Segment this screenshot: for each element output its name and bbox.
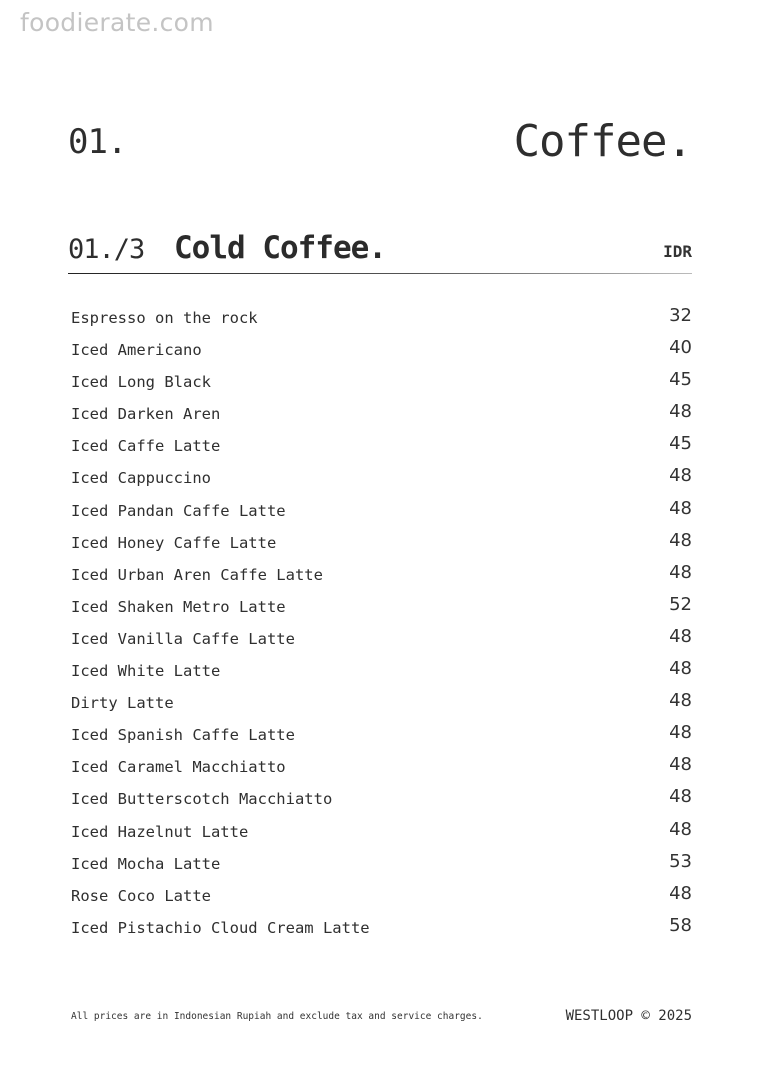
menu-item — [71, 562, 692, 594]
item-name: Iced Caramel Macchiatto — [71, 758, 286, 777]
menu-item — [71, 594, 692, 626]
item-price: 48 — [669, 658, 692, 680]
menu-item — [71, 530, 692, 562]
item-price: 32 — [669, 305, 692, 326]
item-price: 48 — [669, 818, 692, 840]
item-price: 48 — [669, 561, 692, 583]
item-price: 48 — [669, 882, 692, 904]
section-title: Coffee. — [513, 116, 692, 167]
price-footnote: All prices are in Indonesian Rupiah and exclude tax and service charges. — [71, 1011, 483, 1022]
menu-item — [71, 851, 692, 883]
item-name: Dirty Latte — [71, 694, 174, 713]
item-name: Espresso on the rock — [71, 309, 258, 327]
item-price: 48 — [669, 786, 692, 808]
item-price: 48 — [669, 754, 692, 776]
item-name: Iced Butterscotch Macchiatto — [71, 790, 333, 809]
item-name: Iced Americano — [71, 341, 202, 360]
subsection-number: 01./3 — [68, 234, 145, 265]
item-price: 48 — [669, 465, 692, 487]
menu-item — [71, 433, 692, 465]
item-name: Iced Honey Caffe Latte — [71, 533, 277, 552]
item-price: 45 — [669, 369, 692, 391]
item-price: 48 — [669, 690, 692, 712]
item-price: 53 — [669, 850, 692, 872]
item-price: 58 — [669, 914, 692, 936]
item-name: Iced Spanish Caffe Latte — [71, 726, 295, 745]
item-name: Iced Cappuccino — [71, 469, 211, 488]
item-price: 48 — [669, 401, 692, 423]
section-number: 01. — [68, 122, 127, 162]
menu-item — [71, 305, 692, 337]
item-name: Iced White Latte — [71, 662, 221, 681]
menu-item — [71, 883, 692, 915]
menu-item — [71, 690, 692, 722]
item-price: 48 — [669, 497, 692, 519]
menu-item — [71, 369, 692, 401]
item-name: Rose Coco Latte — [71, 886, 211, 905]
item-name: Iced Long Black — [71, 373, 211, 392]
item-name: Iced Shaken Metro Latte — [71, 597, 286, 616]
subsection-header — [68, 230, 692, 270]
item-price: 40 — [669, 337, 692, 359]
menu-item — [71, 722, 692, 754]
item-name: Iced Pistachio Cloud Cream Latte — [71, 918, 370, 937]
menu-item — [71, 465, 692, 497]
item-name: Iced Vanilla Caffe Latte — [71, 629, 295, 648]
watermark: foodierate.com — [20, 8, 214, 37]
menu-item — [71, 819, 692, 851]
brand-copyright: WESTLOOP © 2025 — [565, 1008, 692, 1024]
item-price: 48 — [669, 529, 692, 551]
menu-item — [71, 754, 692, 786]
menu-item — [71, 786, 692, 818]
header-divider — [68, 273, 692, 274]
item-price: 52 — [669, 593, 692, 615]
subsection-title: Cold Coffee. — [174, 230, 386, 266]
menu-item — [71, 658, 692, 690]
menu-item — [71, 498, 692, 530]
item-name: Iced Caffe Latte — [71, 437, 221, 456]
item-name: Iced Pandan Caffe Latte — [71, 501, 286, 520]
item-price: 48 — [669, 625, 692, 647]
item-name: Iced Hazelnut Latte — [71, 822, 249, 841]
item-name: Iced Urban Aren Caffe Latte — [71, 565, 323, 584]
menu-item — [71, 626, 692, 658]
menu-item — [71, 401, 692, 433]
menu-item — [71, 337, 692, 369]
item-name: Iced Mocha Latte — [71, 854, 221, 873]
item-price: 45 — [669, 433, 692, 455]
menu-list — [71, 305, 692, 947]
item-price: 48 — [669, 722, 692, 744]
currency-label: IDR — [663, 242, 692, 261]
item-name: Iced Darken Aren — [71, 405, 221, 424]
menu-item — [71, 915, 692, 947]
